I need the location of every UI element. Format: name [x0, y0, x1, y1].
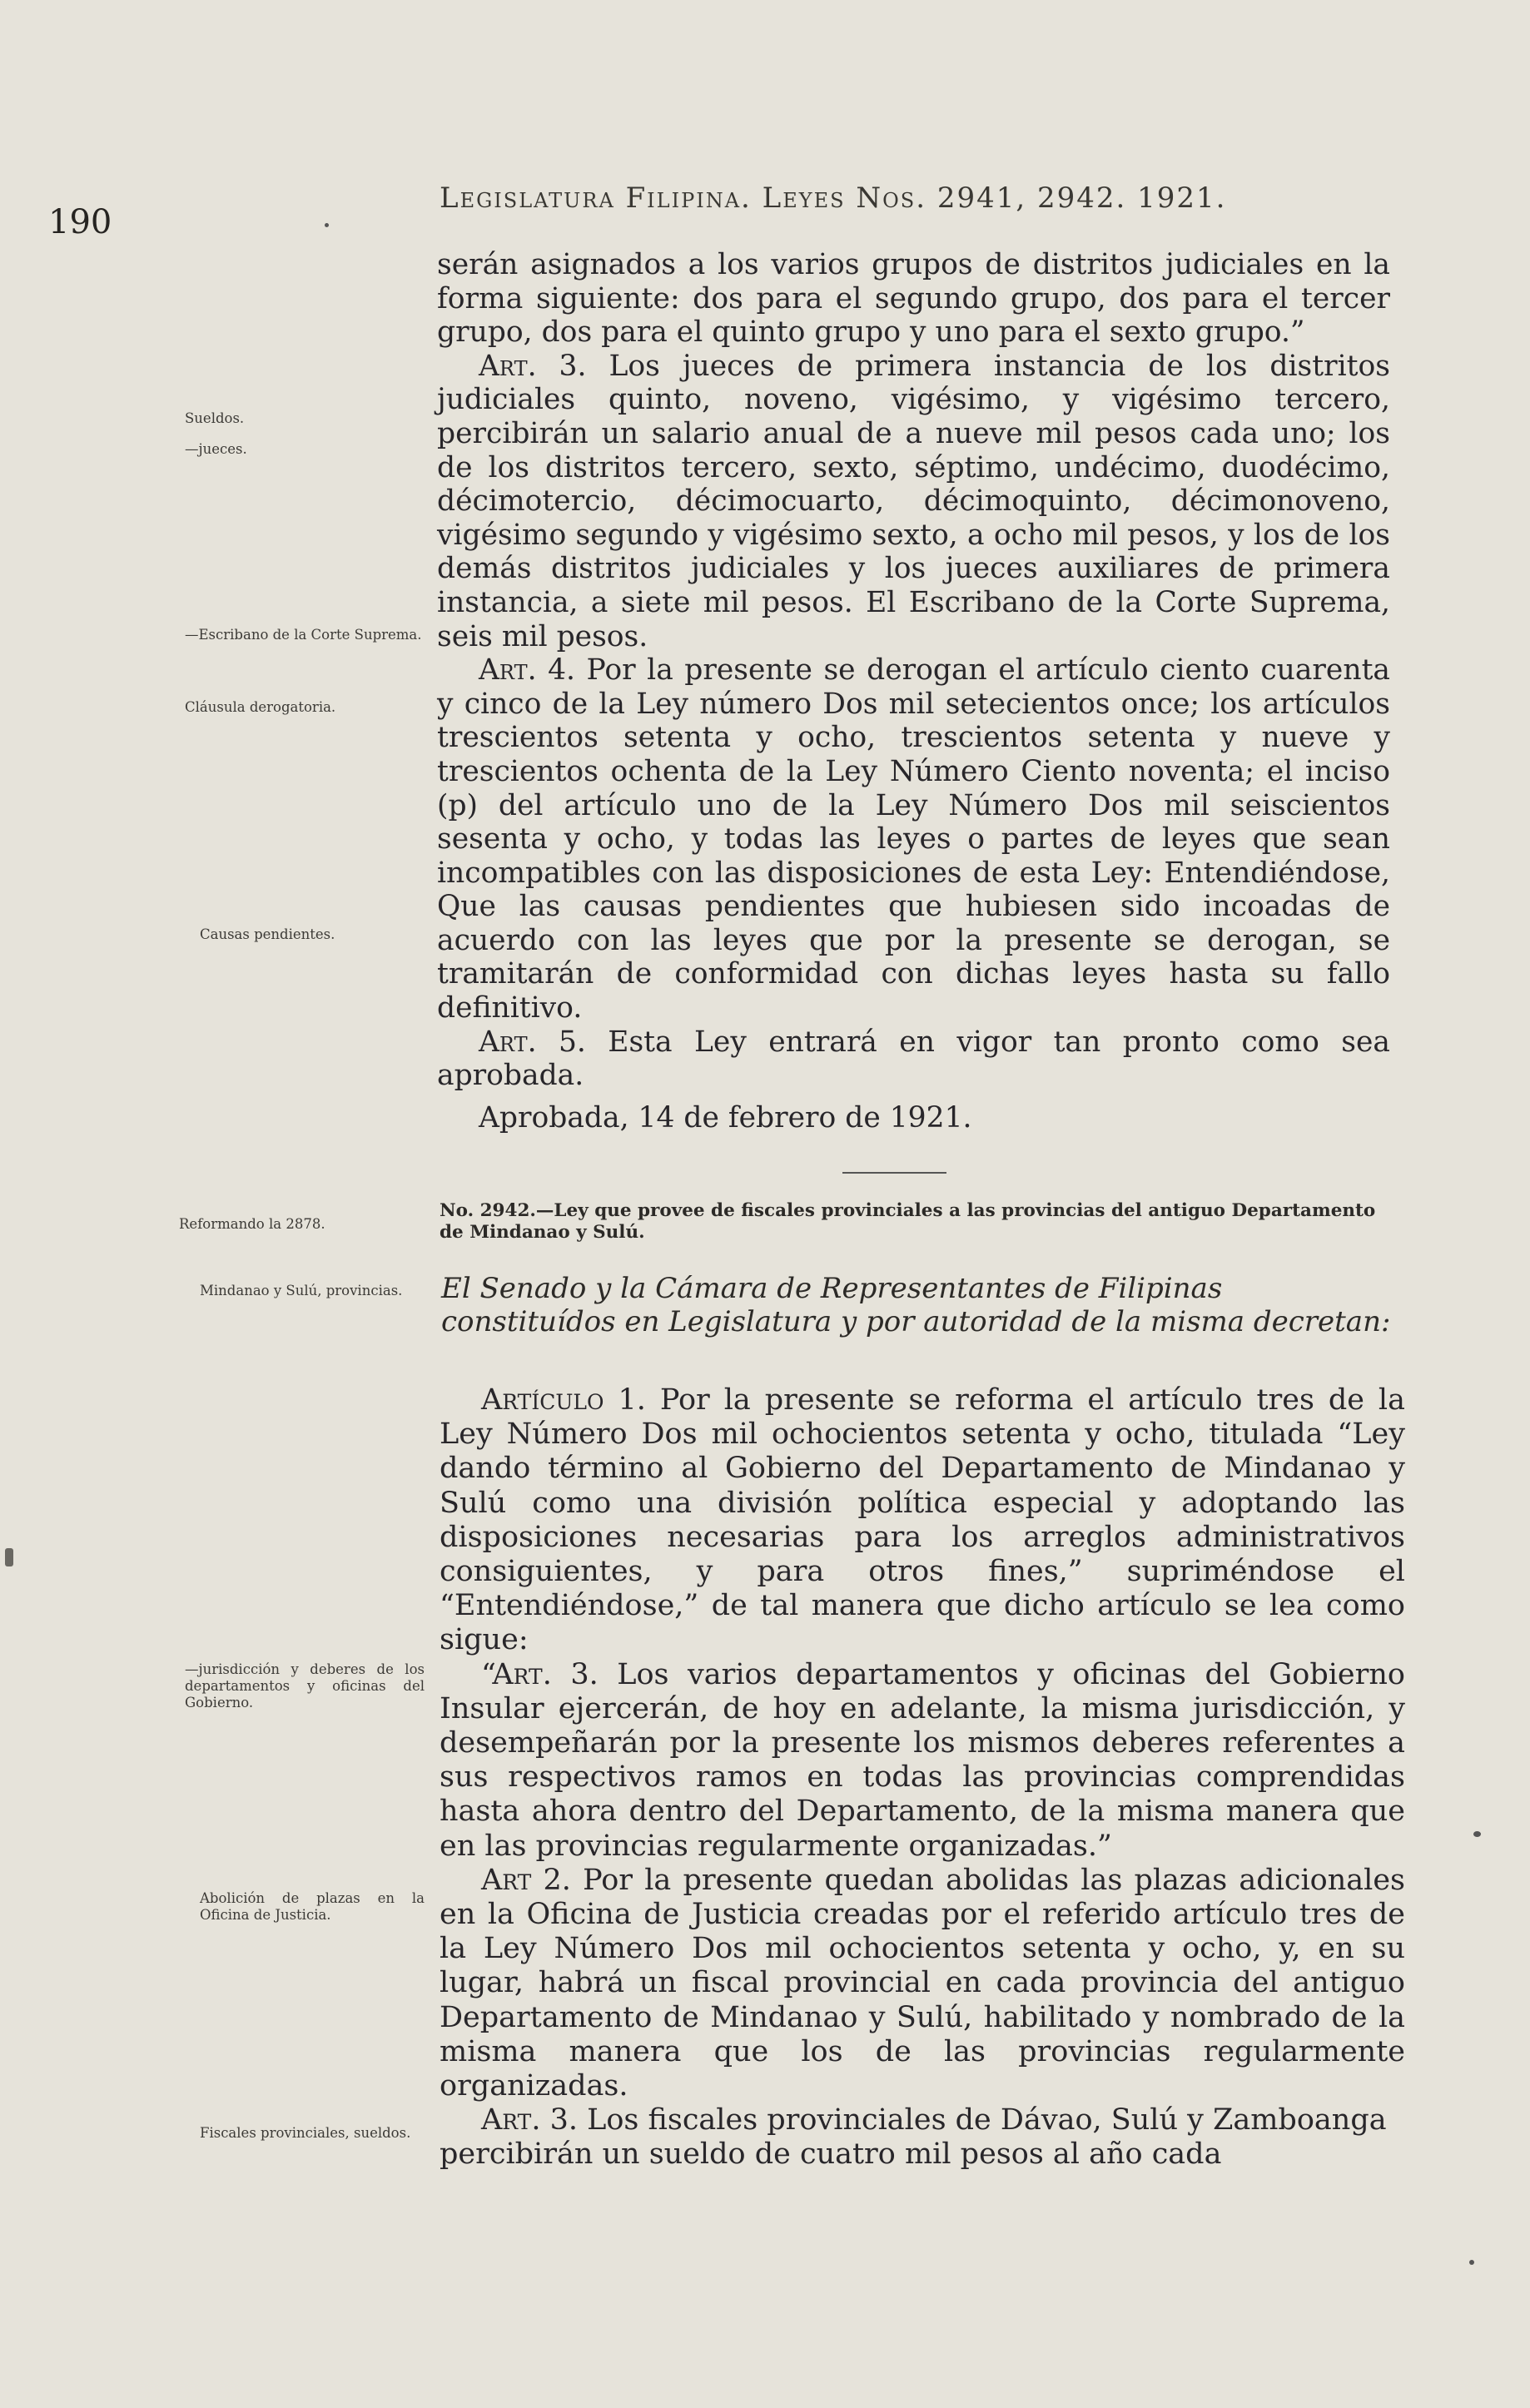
margin-note-fiscales: Fiscales provinciales, sueldos. [200, 2125, 411, 2141]
paper-speck [5, 1548, 13, 1566]
article-label: Art. 3. [479, 349, 587, 383]
article-label: Art. 3. [481, 2103, 578, 2137]
running-header: Legislatura Filipina. Leyes Nos. 2941, 2942. 1921. [440, 181, 1227, 215]
margin-note-escribano: —Escribano de la Corte Suprema. [185, 627, 422, 643]
margin-note-causas-pendientes: Causas pendientes. [200, 926, 335, 942]
article-label: Art. 4. [479, 653, 575, 688]
article-4-paragraph [437, 653, 1390, 1025]
margin-note-jurisdiccion: —jurisdicción y deberes de los departamentos y oficinas del Gobierno. [185, 1661, 425, 1710]
margin-note-clausula-derogatoria: Cláusula derogatoria. [185, 699, 336, 715]
bill-number: No. 2942. [440, 1200, 536, 1221]
paragraph-text: Los fiscales provinciales de Dávao, Sulú y Zamboanga percibirán un sueldo de cuatro mil pesos al año cada [440, 2103, 1387, 2172]
paragraph-text: Por la presente quedan abolidas las plazas adicionales en la Oficina de Justicia creadas por el referido artículo tres de la Ley Número Dos mil ochocientos setenta y ocho, y, en su lugar, habrá un fiscal provincial en cada provincia del antiguo Departamento de Mindanao y Sulú, habilitado y nombrado de la misma manera que los de las provincias regularmente organizadas. [440, 1863, 1405, 2103]
paper-speck [1469, 2260, 1474, 2265]
bill-title: —Ley que provee de fiscales provinciales a las provincias del antiguo Departamento de Mindanao y Sulú. [440, 1200, 1376, 1243]
article-3-fiscales-paragraph [440, 2103, 1405, 2172]
bill-heading [440, 1200, 1397, 1244]
paragraph-text: Por la presente se derogan el artículo ciento cuarenta y cinco de la Ley número Dos mil setecientos once; los artículos trescientos setenta y ocho, trescientos setenta y nueve y trescientos ochenta de la Ley Número Ciento noventa; el inciso (p) del artículo uno de la Ley Número Dos mil seiscientos sesenta y ocho, y todas las leyes o partes de leyes que sean incompatibles con las disposiciones de esta Ley: Entendiéndose, Que las causas pendientes que hubiesen sido incoadas de acuerdo con las leyes que por la presente se derogan, se tramitarán de conformidad con dichas leyes hasta su fallo definitivo. [437, 653, 1390, 1025]
article-3-paragraph [437, 350, 1390, 653]
margin-note-reformando: Reformando la 2878. [179, 1216, 325, 1232]
paragraph-text: Los varios departamentos y oficinas del Gobierno Insular ejercerán, de hoy en adelante, la misma jurisdicción, y desempeñarán por la presente los mismos deberes referentes a sus respectivos ramos en todas las provincias comprendidas hasta ahora dentro del Departamento, de la misma manera que en las provincias regularmente organizadas.” [440, 1657, 1405, 1863]
paragraph-1 [437, 248, 1390, 350]
margin-note-abolicion: Abolición de plazas en la Oficina de Justicia. [200, 1890, 425, 1923]
law-2941-continuation [437, 248, 1390, 1134]
article-label: “Art. 3. [481, 1657, 599, 1691]
paragraph-text: Esta Ley entrará en vigor tan pronto como sea aprobada. [437, 1025, 1391, 1093]
article-label: Art. 5. [479, 1025, 586, 1059]
paragraph-text: Los jueces de primera instancia de los distritos judiciales quinto, noveno, vigésimo, y vigésimo tercero, percibirán un salario anual de a nueve mil pesos cada uno; los de los distritos tercero, sexto, séptimo, undécimo, duodécimo, décimotercio, décimocuarto, décimoquinto, décimonoveno, vigésimo segundo y vigésimo sexto, a ocho mil pesos, y los de los demás distritos judiciales y los jueces auxiliares de primera instancia, a siete mil pesos. El Escribano de la Corte Suprema, seis mil pesos. [437, 349, 1390, 653]
paragraph-text: serán asignados a los varios grupos de distritos judiciales en la forma siguiente: dos para el segundo grupo, dos para el tercer grupo, dos para el quinto grupo y uno para el sexto grupo.” [437, 248, 1390, 350]
margin-note-sueldos: Sueldos. [185, 410, 245, 426]
margin-note-mindanao: Mindanao y Sulú, provincias. [200, 1283, 403, 1298]
paragraph-text: Por la presente se reforma el artículo tres de la Ley Número Dos mil ochocientos setenta y ocho, titulada “Ley dando término al Gobierno del Departamento de Mindanao y Sulú como una división política especial y adoptando las disposiciones necesarias para los arreglos administrativos consiguientes, y para otros fines,” supriméndose el “Entendiéndose,” de tal manera que dicho artículo se lea como sigue: [440, 1383, 1405, 1657]
article-label: Artículo 1. [481, 1383, 646, 1417]
quoted-article-3-paragraph [440, 1658, 1405, 1864]
section-divider [842, 1172, 946, 1174]
paper-speck [1473, 1831, 1481, 1837]
paper-speck [325, 223, 329, 227]
margin-note-jueces: —jueces. [185, 441, 247, 457]
page-number: 190 [48, 203, 112, 241]
article-label: Art 2. [481, 1863, 571, 1897]
approval-date: Aprobada, 14 de febrero de 1921. [479, 1100, 972, 1134]
enacting-clause: El Senado y la Cámara de Representantes de Filipinas constituídos en Legislatura y por autoridad de la misma decretan: [441, 1272, 1391, 1338]
article-5-paragraph [437, 1025, 1390, 1093]
law-2942-body [440, 1383, 1405, 2172]
article-2-paragraph [440, 1864, 1405, 2103]
articulo-1-paragraph [440, 1383, 1405, 1658]
